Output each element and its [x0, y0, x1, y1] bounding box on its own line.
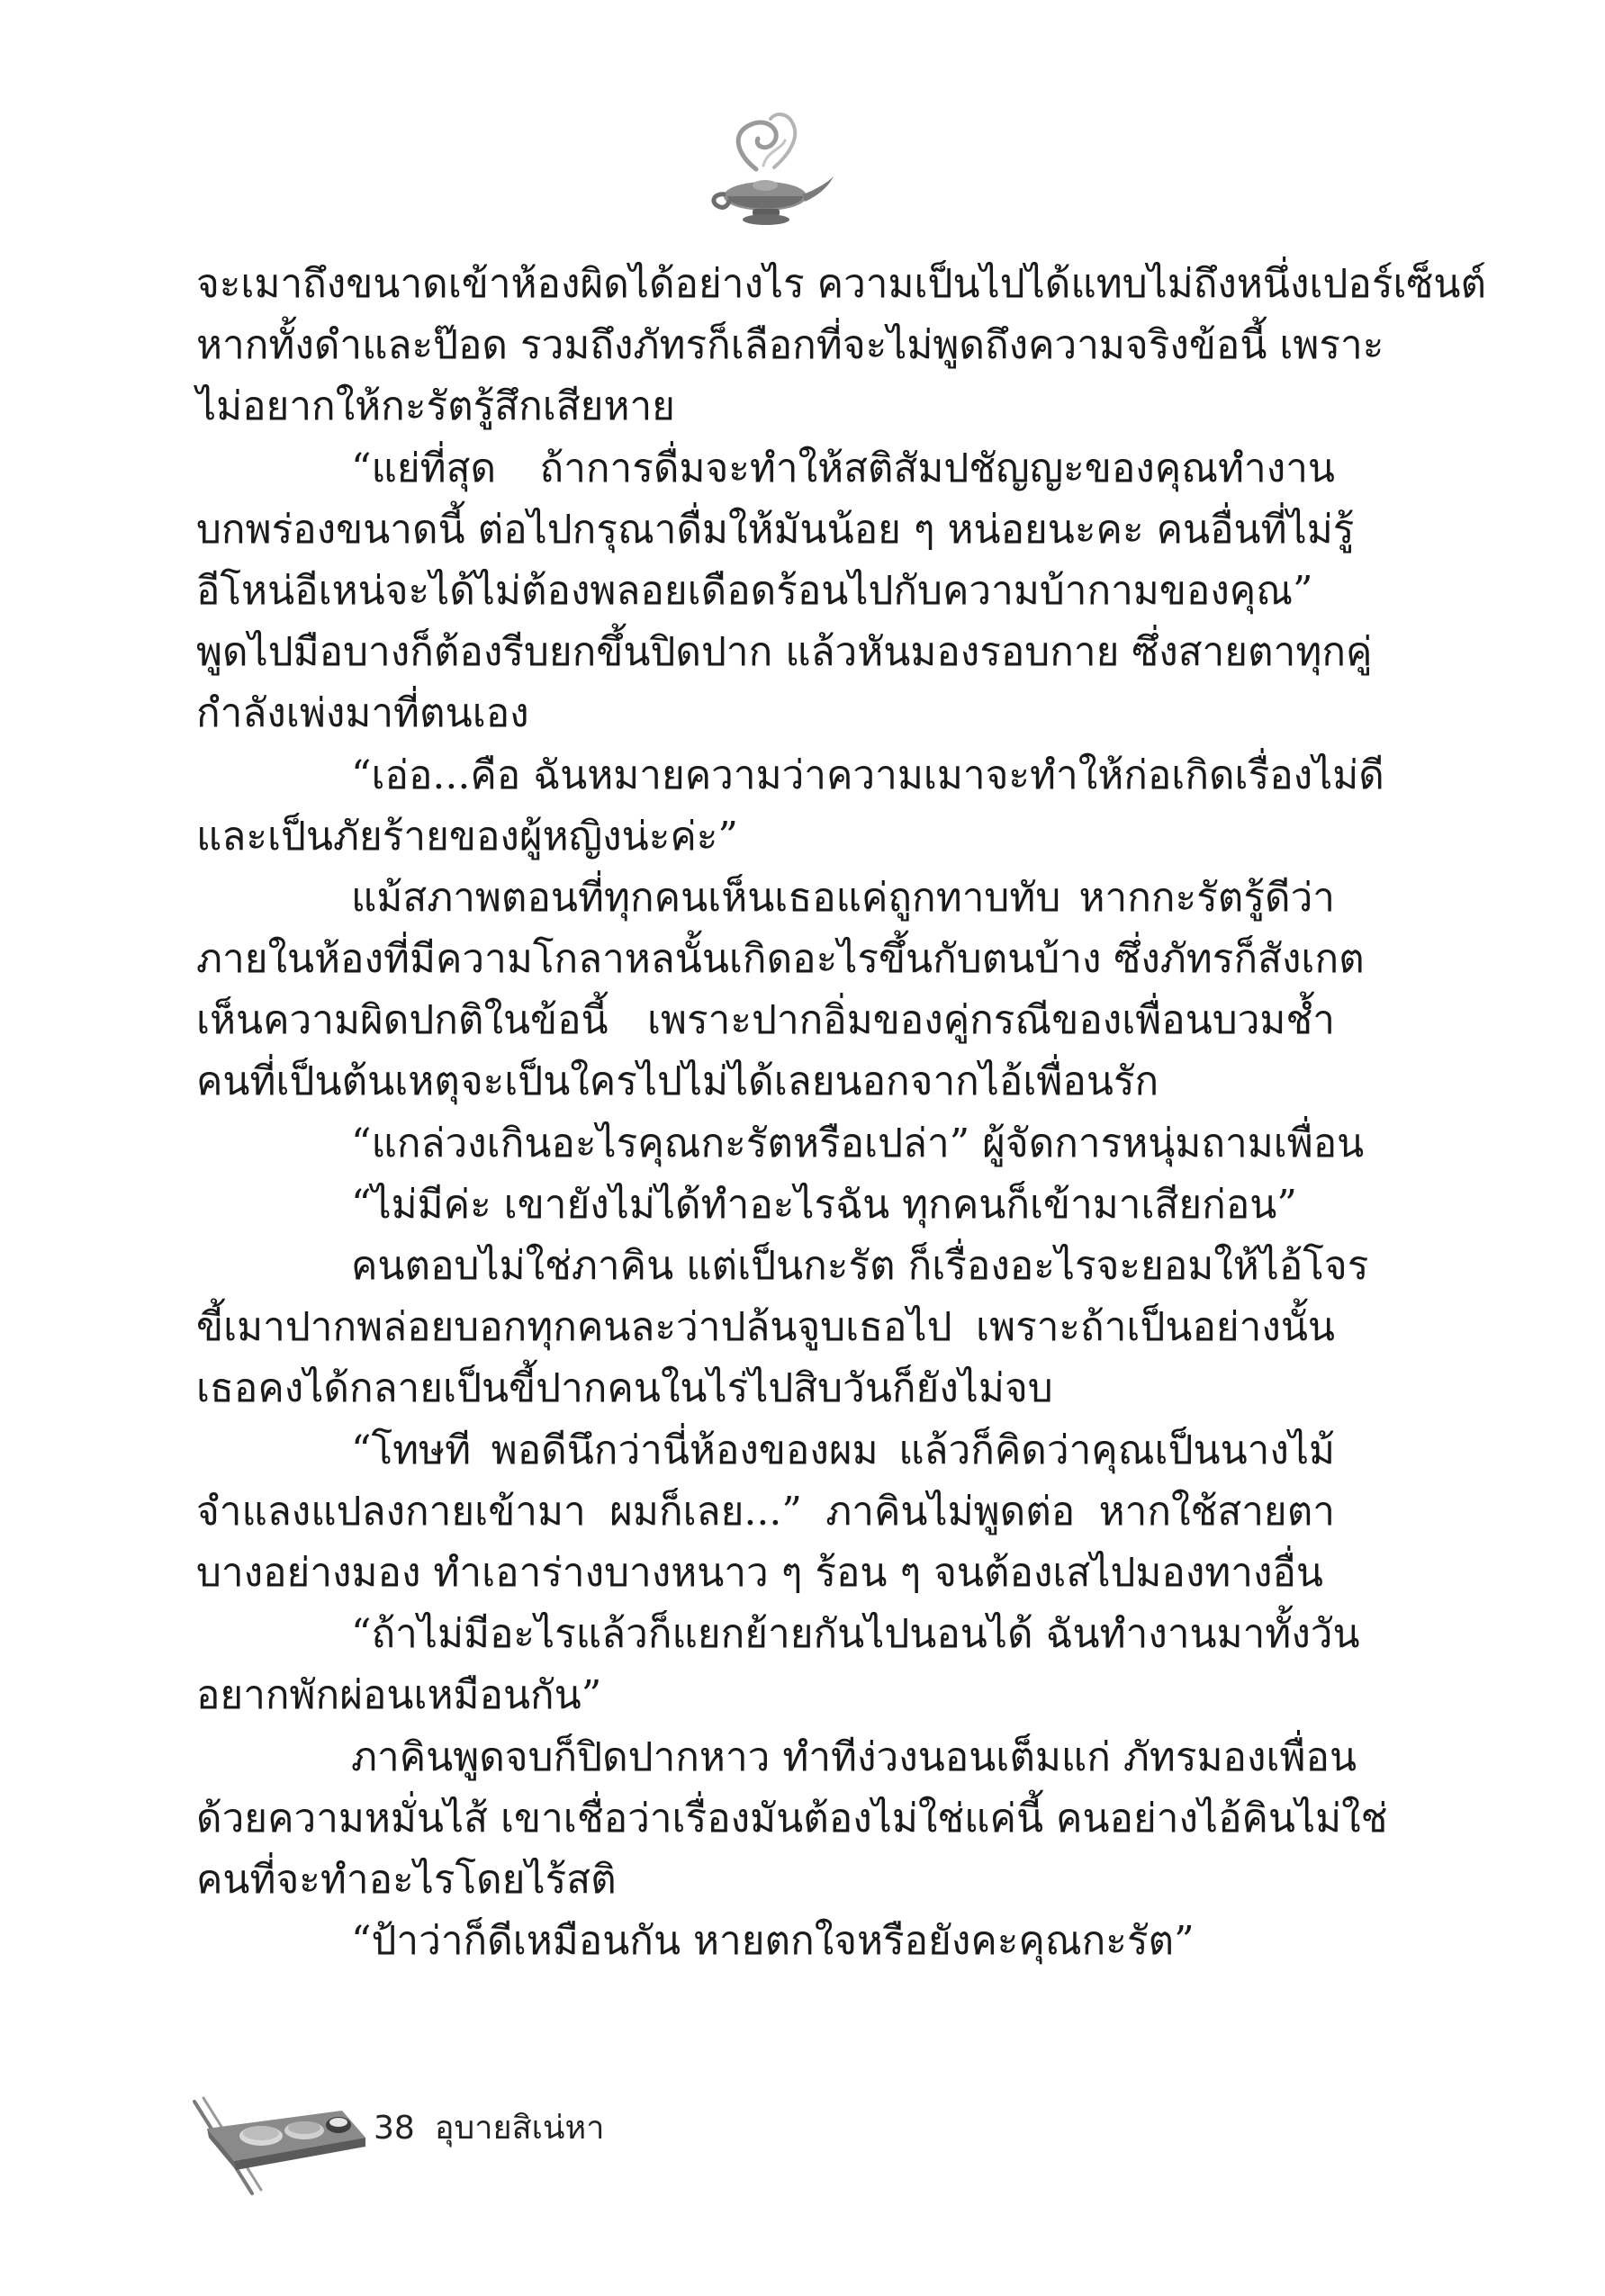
page-footer	[189, 2084, 729, 2201]
paragraph-line: “โทษที พอดีนึกว่านี่ห้องของผม แล้วก็คิดว่าคุณเป็นนางไม้	[351, 1427, 1335, 1473]
footer-label	[374, 2102, 624, 2153]
paragraph-line: “แย่ที่สุด ถ้าการดื่มจะทำให้สติสัมปชัญญะของคุณทำงาน	[351, 445, 1335, 491]
paragraph-line: และเป็นภัยร้ายของผู้หญิงน่ะค่ะ”	[196, 813, 738, 860]
paragraph-line: “ป้าว่าก็ดีเหมือนกัน หายตกใจหรือยังคะคุณกะรัต”	[351, 1918, 1195, 1965]
paragraph-line: ภาคินพูดจบก็ปิดปากหาว ทำทีง่วงนอนเต็มแก่ ภัทรมองเพื่อน	[351, 1733, 1357, 1780]
paragraph-line: อยากพักผ่อนเหมือนกัน”	[196, 1672, 602, 1719]
paragraph-line: “ถ้าไม่มีอะไรแล้วก็แยกย้ายกันไปนอนได้ ฉันทำงานมาทั้งวัน	[351, 1611, 1360, 1658]
sushi-plate-icon	[189, 2084, 369, 2196]
paragraph-line: “เอ่อ...คือ ฉันหมายความว่าความเมาจะทำให้ก่อเกิดเรื่องไม่ดี	[351, 752, 1384, 798]
paragraph-line: ด้วยความหมั่นไส้ เขาเชื่อว่าเรื่องมันต้องไม่ใช่แค่นี้ คนอย่างไอ้คินไม่ใช่	[196, 1795, 1388, 1841]
paragraph-line: คนที่เป็นต้นเหตุจะเป็นใครไปไม่ได้เลยนอกจากไอ้เพื่อนรัก	[196, 1058, 1159, 1105]
paragraph-line: ภายในห้องที่มีความโกลาหลนั้นเกิดอะไรขึ้นกับตนบ้าง ซึ่งภัทรก็สังเกต	[196, 936, 1365, 983]
paragraph-line: จะเมาถึงขนาดเข้าห้องผิดได้อย่างไร ความเป็นไปได้แทบไม่ถึงหนึ่งเปอร์เซ็นต์	[196, 261, 1487, 307]
paragraph-line: หากทั้งดำและป๊อด รวมถึงภัทรก็เลือกที่จะไม่พูดถึงความจริงข้อนี้ เพราะ	[196, 322, 1384, 369]
paragraph-line: เธอคงได้กลายเป็นขี้ปากคนในไร่ไปสิบวันก็ยังไม่จบ	[196, 1365, 1053, 1412]
paragraph-line: “ไม่มีค่ะ เขายังไม่ได้ทำอะไรฉัน ทุกคนก็เข้ามาเสียก่อน”	[351, 1181, 1297, 1228]
paragraph-line: คนที่จะทำอะไรโดยไร้สติ	[196, 1856, 617, 1903]
paragraph-line: ไม่อยากให้กะรัตรู้สึกเสียหาย	[196, 383, 675, 430]
genie-lamp-icon	[702, 106, 837, 232]
paragraph-line: บกพร่องขนาดนี้ ต่อไปกรุณาดื่มให้มันน้อย ๆ หน่อยนะคะ คนอื่นที่ไม่รู้	[196, 506, 1355, 553]
paragraph-line: “แกล่วงเกินอะไรคุณกะรัตหรือเปล่า” ผู้จัดการหนุ่มถามเพื่อน	[351, 1120, 1365, 1166]
paragraph-line: ขี้เมาปากพล่อยบอกทุกคนละว่าปล้นจูบเธอไป เพราะถ้าเป็นอย่างนั้น	[196, 1304, 1335, 1351]
book-title: อุบายสิเน่หา	[434, 2110, 605, 2147]
page-number: 38	[374, 2110, 415, 2147]
body-text	[196, 254, 1487, 1972]
paragraph-line: อีโหน่อีเหน่จะได้ไม่ต้องพลอยเดือดร้อนไปกับความบ้ากามของคุณ”	[196, 567, 1313, 614]
paragraph-line: บางอย่างมอง ทำเอาร่างบางหนาว ๆ ร้อน ๆ จนต้องเสไปมองทางอื่น	[196, 1549, 1324, 1596]
paragraph-line: จำแลงแปลงกายเข้ามา ผมก็เลย...” ภาคินไม่พูดต่อ หากใช้สายตา	[196, 1488, 1335, 1535]
paragraph-line: พูดไปมือบางก็ต้องรีบยกขึ้นปิดปาก แล้วหันมองรอบกาย ซึ่งสายตาทุกคู่	[196, 629, 1373, 676]
paragraph-line: เห็นความผิดปกติในข้อนี้ เพราะปากอิ่มของคู่กรณีของเพื่อนบวมช้ำ	[196, 997, 1335, 1044]
paragraph-line: คนตอบไม่ใช่ภาคิน แต่เป็นกะรัต ก็เรื่องอะไรจะยอมให้ไอ้โจร	[351, 1243, 1369, 1289]
paragraph-line: กำลังเพ่งมาที่ตนเอง	[196, 690, 529, 737]
paragraph-line: แม้สภาพตอนที่ทุกคนเห็นเธอแค่ถูกทาบทับ หากกะรัตรู้ดีว่า	[351, 874, 1335, 921]
